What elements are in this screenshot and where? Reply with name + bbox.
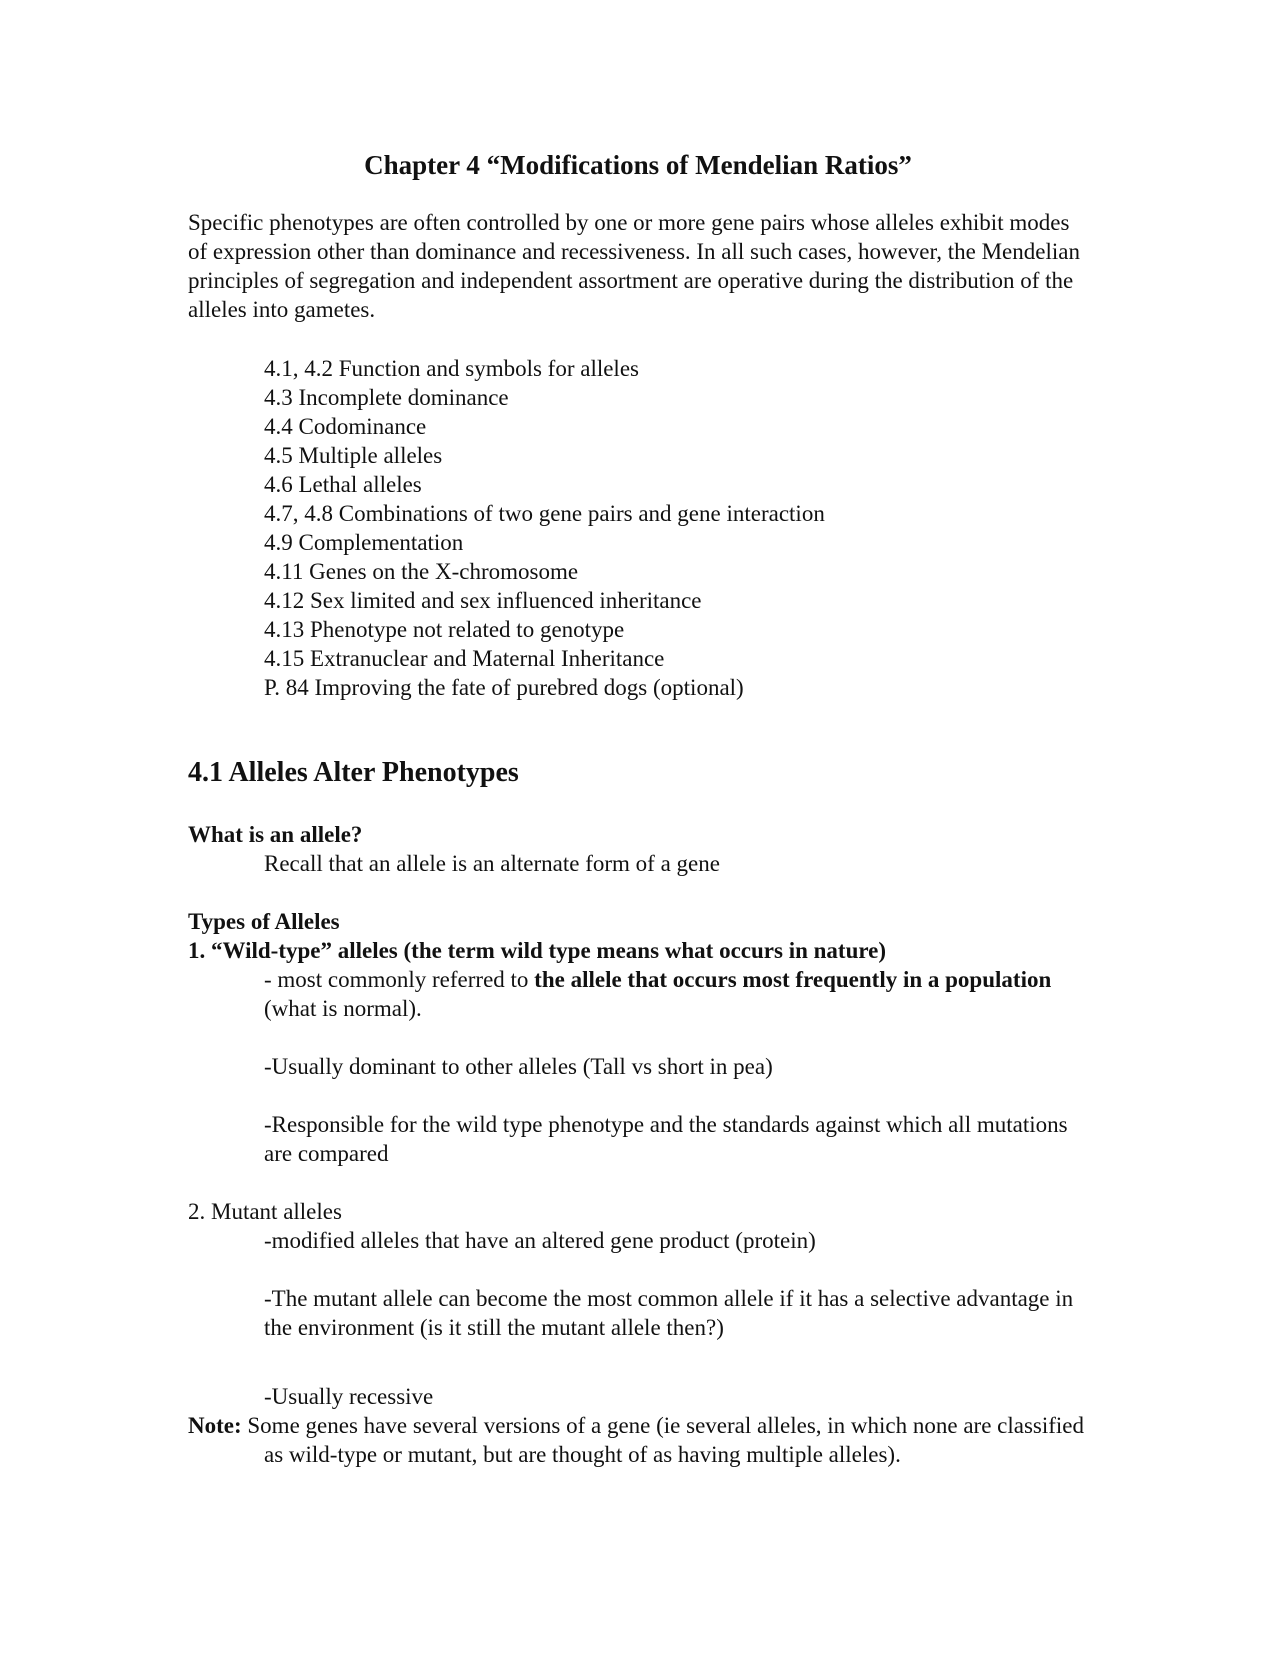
spacer — [188, 1168, 1088, 1197]
topic-list — [264, 354, 1088, 702]
topic-item: 4.5 Multiple alleles — [264, 443, 443, 468]
wild-type-text-pre: - most commonly referred to — [264, 967, 535, 992]
topic-item: 4.1, 4.2 Function and symbols for alleles — [264, 356, 639, 381]
spacer — [188, 1081, 1088, 1110]
wild-type-paragraph-3: -Responsible for the wild type phenotype and the standards against which all mutations are compared — [264, 1112, 1068, 1166]
note-label: Note: — [188, 1413, 242, 1438]
section-heading: 4.1 Alleles Alter Phenotypes — [188, 757, 519, 788]
note-text: Some genes have several versions of a gene (ie several alleles, in which none are classified as wild-type or mutant, but are thought of as having multiple alleles). — [241, 1413, 1085, 1467]
chapter-title: Chapter 4 “Modifications of Mendelian Ratios” — [364, 150, 912, 180]
topic-item: 4.3 Incomplete dominance — [264, 385, 509, 410]
question-answer: Recall that an allele is an alternate form of a gene — [264, 851, 720, 876]
wild-type-text-bold: the allele that occurs most frequently in a population — [534, 967, 1052, 992]
question-heading: What is an allele? — [188, 822, 363, 847]
topic-item: 4.7, 4.8 Combinations of two gene pairs and gene interaction — [264, 501, 825, 526]
wild-type-paragraph-2: -Usually dominant to other alleles (Tall vs short in pea) — [264, 1054, 773, 1079]
wild-type-paragraph-1 — [264, 965, 1088, 1023]
topic-item: 4.11 Genes on the X-chromosome — [264, 559, 579, 584]
topic-item: 4.13 Phenotype not related to genotype — [264, 617, 625, 642]
types-heading: Types of Alleles — [188, 909, 340, 934]
topic-item: 4.9 Complementation — [264, 530, 464, 555]
mutant-paragraph-2: -The mutant allele can become the most common allele if it has a selective advantage in the environment (is it still the mutant allele then?) — [264, 1286, 1074, 1340]
spacer — [188, 1255, 1088, 1284]
mutant-paragraph-1: -modified alleles that have an altered gene product (protein) — [264, 1228, 816, 1253]
mutant-heading: 2. Mutant alleles — [188, 1199, 342, 1224]
document-content — [188, 148, 1088, 1469]
topic-item: 4.4 Codominance — [264, 414, 427, 439]
wild-type-text-post: (what is normal). — [264, 996, 422, 1021]
spacer — [188, 1023, 1088, 1052]
wild-type-heading: 1. “Wild-type” alleles (the term wild type means what occurs in nature) — [188, 938, 887, 963]
intro-paragraph: Specific phenotypes are often controlled by one or more gene pairs whose alleles exhibit modes of expression other than dominance and recessiveness. In all such cases, however, the Mendelian principles of segregation and independent assortment are operative during the distribution of the alleles into gametes. — [188, 210, 1080, 322]
spacer — [188, 878, 1088, 907]
topic-item: 4.6 Lethal alleles — [264, 472, 422, 497]
topic-item: P. 84 Improving the fate of purebred dogs (optional) — [264, 675, 744, 700]
topic-item: 4.12 Sex limited and sex influenced inheritance — [264, 588, 702, 613]
spacer — [188, 1342, 1088, 1382]
mutant-paragraph-3: -Usually recessive — [264, 1384, 434, 1409]
topic-item: 4.15 Extranuclear and Maternal Inheritance — [264, 646, 665, 671]
note-paragraph — [188, 1411, 1088, 1469]
